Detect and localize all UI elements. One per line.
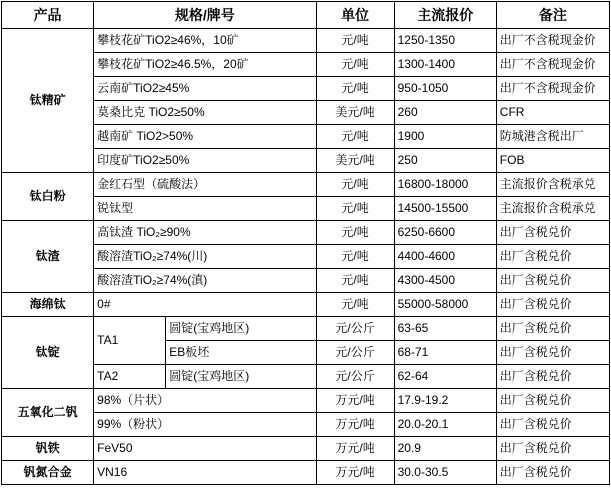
price-cell: 260 [394, 101, 496, 125]
category-cell: 钛渣 [2, 221, 94, 293]
spec-cell: 越南矿 TiO2>50% [94, 125, 316, 149]
price-cell: 1900 [394, 125, 496, 149]
note-cell: 出厂含税兑价 [496, 269, 609, 293]
spec-cell: 99%（粉状） [94, 413, 316, 437]
note-cell: 防城港含税出厂 [496, 125, 609, 149]
spec-cell: 高钛渣 TiO₂≥90% [94, 221, 316, 245]
note-cell: 出厂含税兑价 [496, 437, 609, 461]
spec-cell: VN16 [94, 461, 316, 485]
table-row [2, 197, 610, 221]
unit-cell: 元/公斤 [316, 341, 394, 365]
category-cell: 钛白粉 [2, 173, 94, 221]
unit-cell: 美元/吨 [316, 101, 394, 125]
table-row [2, 461, 610, 485]
unit-cell: 美元/吨 [316, 149, 394, 173]
price-cell: 30.0-30.5 [394, 461, 496, 485]
note-cell: 出厂不含税现金价 [496, 77, 609, 101]
table-row [2, 317, 610, 341]
unit-cell: 万元/吨 [316, 437, 394, 461]
category-cell: 钒氮合金 [2, 461, 94, 485]
spec-cell: 酸溶渣TiO₂≥74%(川) [94, 245, 316, 269]
category-cell: 钛精矿 [2, 29, 94, 173]
table-row [2, 149, 610, 173]
table-row [2, 53, 610, 77]
spec-cell: 圆锭(宝鸡地区) [166, 317, 316, 341]
spec-cell: 锐钛型 [94, 197, 316, 221]
spec-cell: 0# [94, 293, 316, 317]
table-row [2, 77, 610, 101]
spec-cell: FeV50 [94, 437, 316, 461]
unit-cell: 万元/吨 [316, 461, 394, 485]
spec-cell: EB板坯 [166, 341, 316, 365]
price-cell: 16800-18000 [394, 173, 496, 197]
price-cell: 6250-6600 [394, 221, 496, 245]
note-cell: 出厂含税兑价 [496, 461, 609, 485]
price-cell: 4300-4500 [394, 269, 496, 293]
unit-cell: 万元/吨 [316, 389, 394, 413]
price-cell: 950-1050 [394, 77, 496, 101]
spec-cell: 攀枝花矿TiO2≥46%，10矿 [94, 29, 316, 53]
note-cell: 出厂含税兑价 [496, 293, 609, 317]
table-row [2, 245, 610, 269]
unit-cell: 元/公斤 [316, 365, 394, 389]
category-cell: 五氧化二钒 [2, 389, 94, 437]
header-price: 主流报价 [394, 2, 496, 29]
note-cell: CFR [496, 101, 609, 125]
spec-cell: 云南矿TiO2≥45% [94, 77, 316, 101]
spec-cell: 酸溶渣TiO₂≥74%(滇) [94, 269, 316, 293]
table-row [2, 125, 610, 149]
unit-cell: 元/吨 [316, 221, 394, 245]
header-product: 产品 [2, 2, 94, 29]
note-cell: 出厂含税兑价 [496, 221, 609, 245]
note-cell: 出厂含税兑价 [496, 389, 609, 413]
price-cell: 1300-1400 [394, 53, 496, 77]
grade-cell: TA2 [94, 365, 166, 389]
price-cell: 4400-4600 [394, 245, 496, 269]
unit-cell: 元/吨 [316, 293, 394, 317]
note-cell: 主流报价含税承兑 [496, 173, 609, 197]
price-cell: 14500-15500 [394, 197, 496, 221]
category-cell: 海绵钛 [2, 293, 94, 317]
spec-cell: 印度矿TiO2≥50% [94, 149, 316, 173]
price-cell: 55000-58000 [394, 293, 496, 317]
unit-cell: 元/吨 [316, 77, 394, 101]
unit-cell: 元/吨 [316, 29, 394, 53]
header-unit: 单位 [316, 2, 394, 29]
note-cell: 出厂含税兑价 [496, 341, 609, 365]
price-cell: 17.9-19.2 [394, 389, 496, 413]
price-cell: 1250-1350 [394, 29, 496, 53]
header-note: 备注 [496, 2, 609, 29]
table-row [2, 101, 610, 125]
table-row [2, 413, 610, 437]
spec-cell: 莫桑比克 TiO2≥50% [94, 101, 316, 125]
unit-cell: 元/吨 [316, 125, 394, 149]
unit-cell: 元/吨 [316, 53, 394, 77]
table-row [2, 437, 610, 461]
table-row [2, 173, 610, 197]
table-row [2, 269, 610, 293]
unit-cell: 元/吨 [316, 173, 394, 197]
note-cell: 出厂含税兑价 [496, 245, 609, 269]
table-row [2, 221, 610, 245]
price-cell: 20.0-20.1 [394, 413, 496, 437]
unit-cell: 万元/吨 [316, 413, 394, 437]
price-cell: 68-71 [394, 341, 496, 365]
note-cell: FOB [496, 149, 609, 173]
note-cell: 出厂含税兑价 [496, 365, 609, 389]
table-row [2, 365, 610, 389]
spec-cell: 圆锭(宝鸡地区) [166, 365, 316, 389]
table-body [2, 29, 610, 485]
note-cell: 出厂不含税现金价 [496, 29, 609, 53]
spec-cell: 金红石型（硫酸法） [94, 173, 316, 197]
table-header-row [2, 2, 610, 29]
unit-cell: 元/吨 [316, 245, 394, 269]
price-cell: 250 [394, 149, 496, 173]
unit-cell: 元/公斤 [316, 317, 394, 341]
table-row [2, 389, 610, 413]
price-table [1, 1, 610, 485]
spec-cell: 攀枝花矿TiO2≥46.5%，20矿 [94, 53, 316, 77]
table-row [2, 293, 610, 317]
category-cell: 钒铁 [2, 437, 94, 461]
unit-cell: 元/吨 [316, 269, 394, 293]
price-cell: 62-64 [394, 365, 496, 389]
spec-cell: 98%（片状） [94, 389, 316, 413]
header-spec: 规格/牌号 [94, 2, 316, 29]
category-cell: 钛锭 [2, 317, 94, 389]
note-cell: 出厂不含税现金价 [496, 53, 609, 77]
note-cell: 主流报价含税承兑 [496, 197, 609, 221]
grade-cell: TA1 [94, 317, 166, 365]
unit-cell: 元/吨 [316, 197, 394, 221]
table-row [2, 29, 610, 53]
price-cell: 20.9 [394, 437, 496, 461]
note-cell: 出厂含税兑价 [496, 413, 609, 437]
price-cell: 63-65 [394, 317, 496, 341]
note-cell: 出厂含税兑价 [496, 317, 609, 341]
